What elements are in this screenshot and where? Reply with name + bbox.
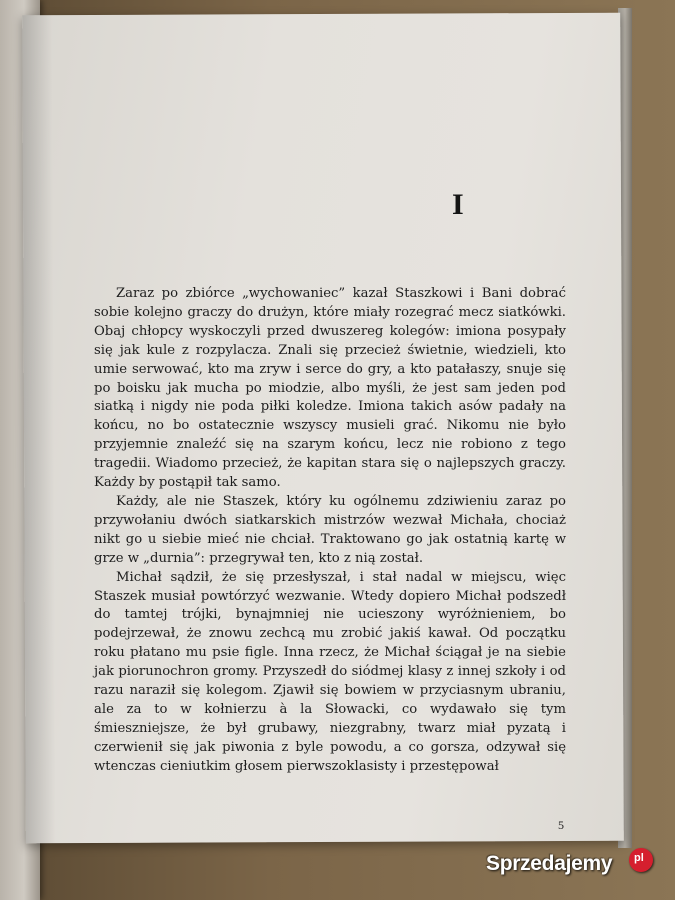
watermark-tld: pl — [634, 852, 644, 864]
chapter-text — [94, 285, 566, 777]
page-number: 5 — [558, 818, 564, 832]
paragraph-1: Zaraz po zbiórce „wychowaniec” kazał Staszkowi i Bani dobrać sobie kolejno graczy do drużyn, które miały rozegrać mecz siatkówki. Obaj chłopcy wyskoczyli przed dwuszereg kolegów: imiona posypały się jak kule z rozpylacza. Znali się przecież świetnie, wiedzieli, kto umie serwować, kto ma zryw i serce do gry, a kto patałaszy, snuje się po boisku jak mucha po miodzie, albo myśli, że jest sam jeden pod siatką i nigdy nie poda piłki koledze. Imiona takich asów padały na końcu, no bo ostatecznie wszyscy musieli grać. Nikomu nie było przyjemnie znaleźć się na szarym końcu, lecz nie robiono z tego tragedii. Wiadomo przecież, że kapitan stara się o najlepszych graczy. Każdy by postąpił tak samo. — [94, 286, 566, 491]
paragraph-2: Każdy, ale nie Staszek, który ku ogólnemu zdziwieniu zaraz po przywołaniu dwóch siatkarskich mistrzów wezwał Michała, chociaż nikt go u siebie mieć nie chciał. Traktowano go jak ostatnią kartę w grze w „durnia”: przegrywał ten, kto z nią został. — [94, 493, 566, 566]
paragraph-3: Michał sądził, że się przesłyszał, i stał nadal w miejscu, więc Staszek musiał powtórzyć wezwanie. Wtedy dopiero Michał podszedł do tamtej trójki, bynajmniej nie ucieszony wyróżnieniem, bo podejrzewał, że znowu zechcą mu zrobić jakiś kawał. Od początku roku płatano mu psie figle. Inna rzecz, że Michał ściągał je na siebie jak piorunochron gromy. Przyszedł do siódmej klasy z innej szkoły i od razu naraził się kolegom. Zjawił się bowiem w przyciasnym ubraniu, ale za to w kołnierzu à la Słowacki, co wydawało się tym śmieszniejsze, że był grubawy, niezgrabny, twarz miał pyzatą i czerwienił się jak piwonia z byle powodu, a co gorsza, odzywał się wtenczas cieniutkim głosem pierwszoklasisty i przestępował — [94, 569, 566, 774]
chapter-numeral: I — [452, 188, 464, 221]
watermark-brand: Sprzedajemy — [486, 852, 613, 875]
gutter-shadow — [22, 15, 56, 843]
